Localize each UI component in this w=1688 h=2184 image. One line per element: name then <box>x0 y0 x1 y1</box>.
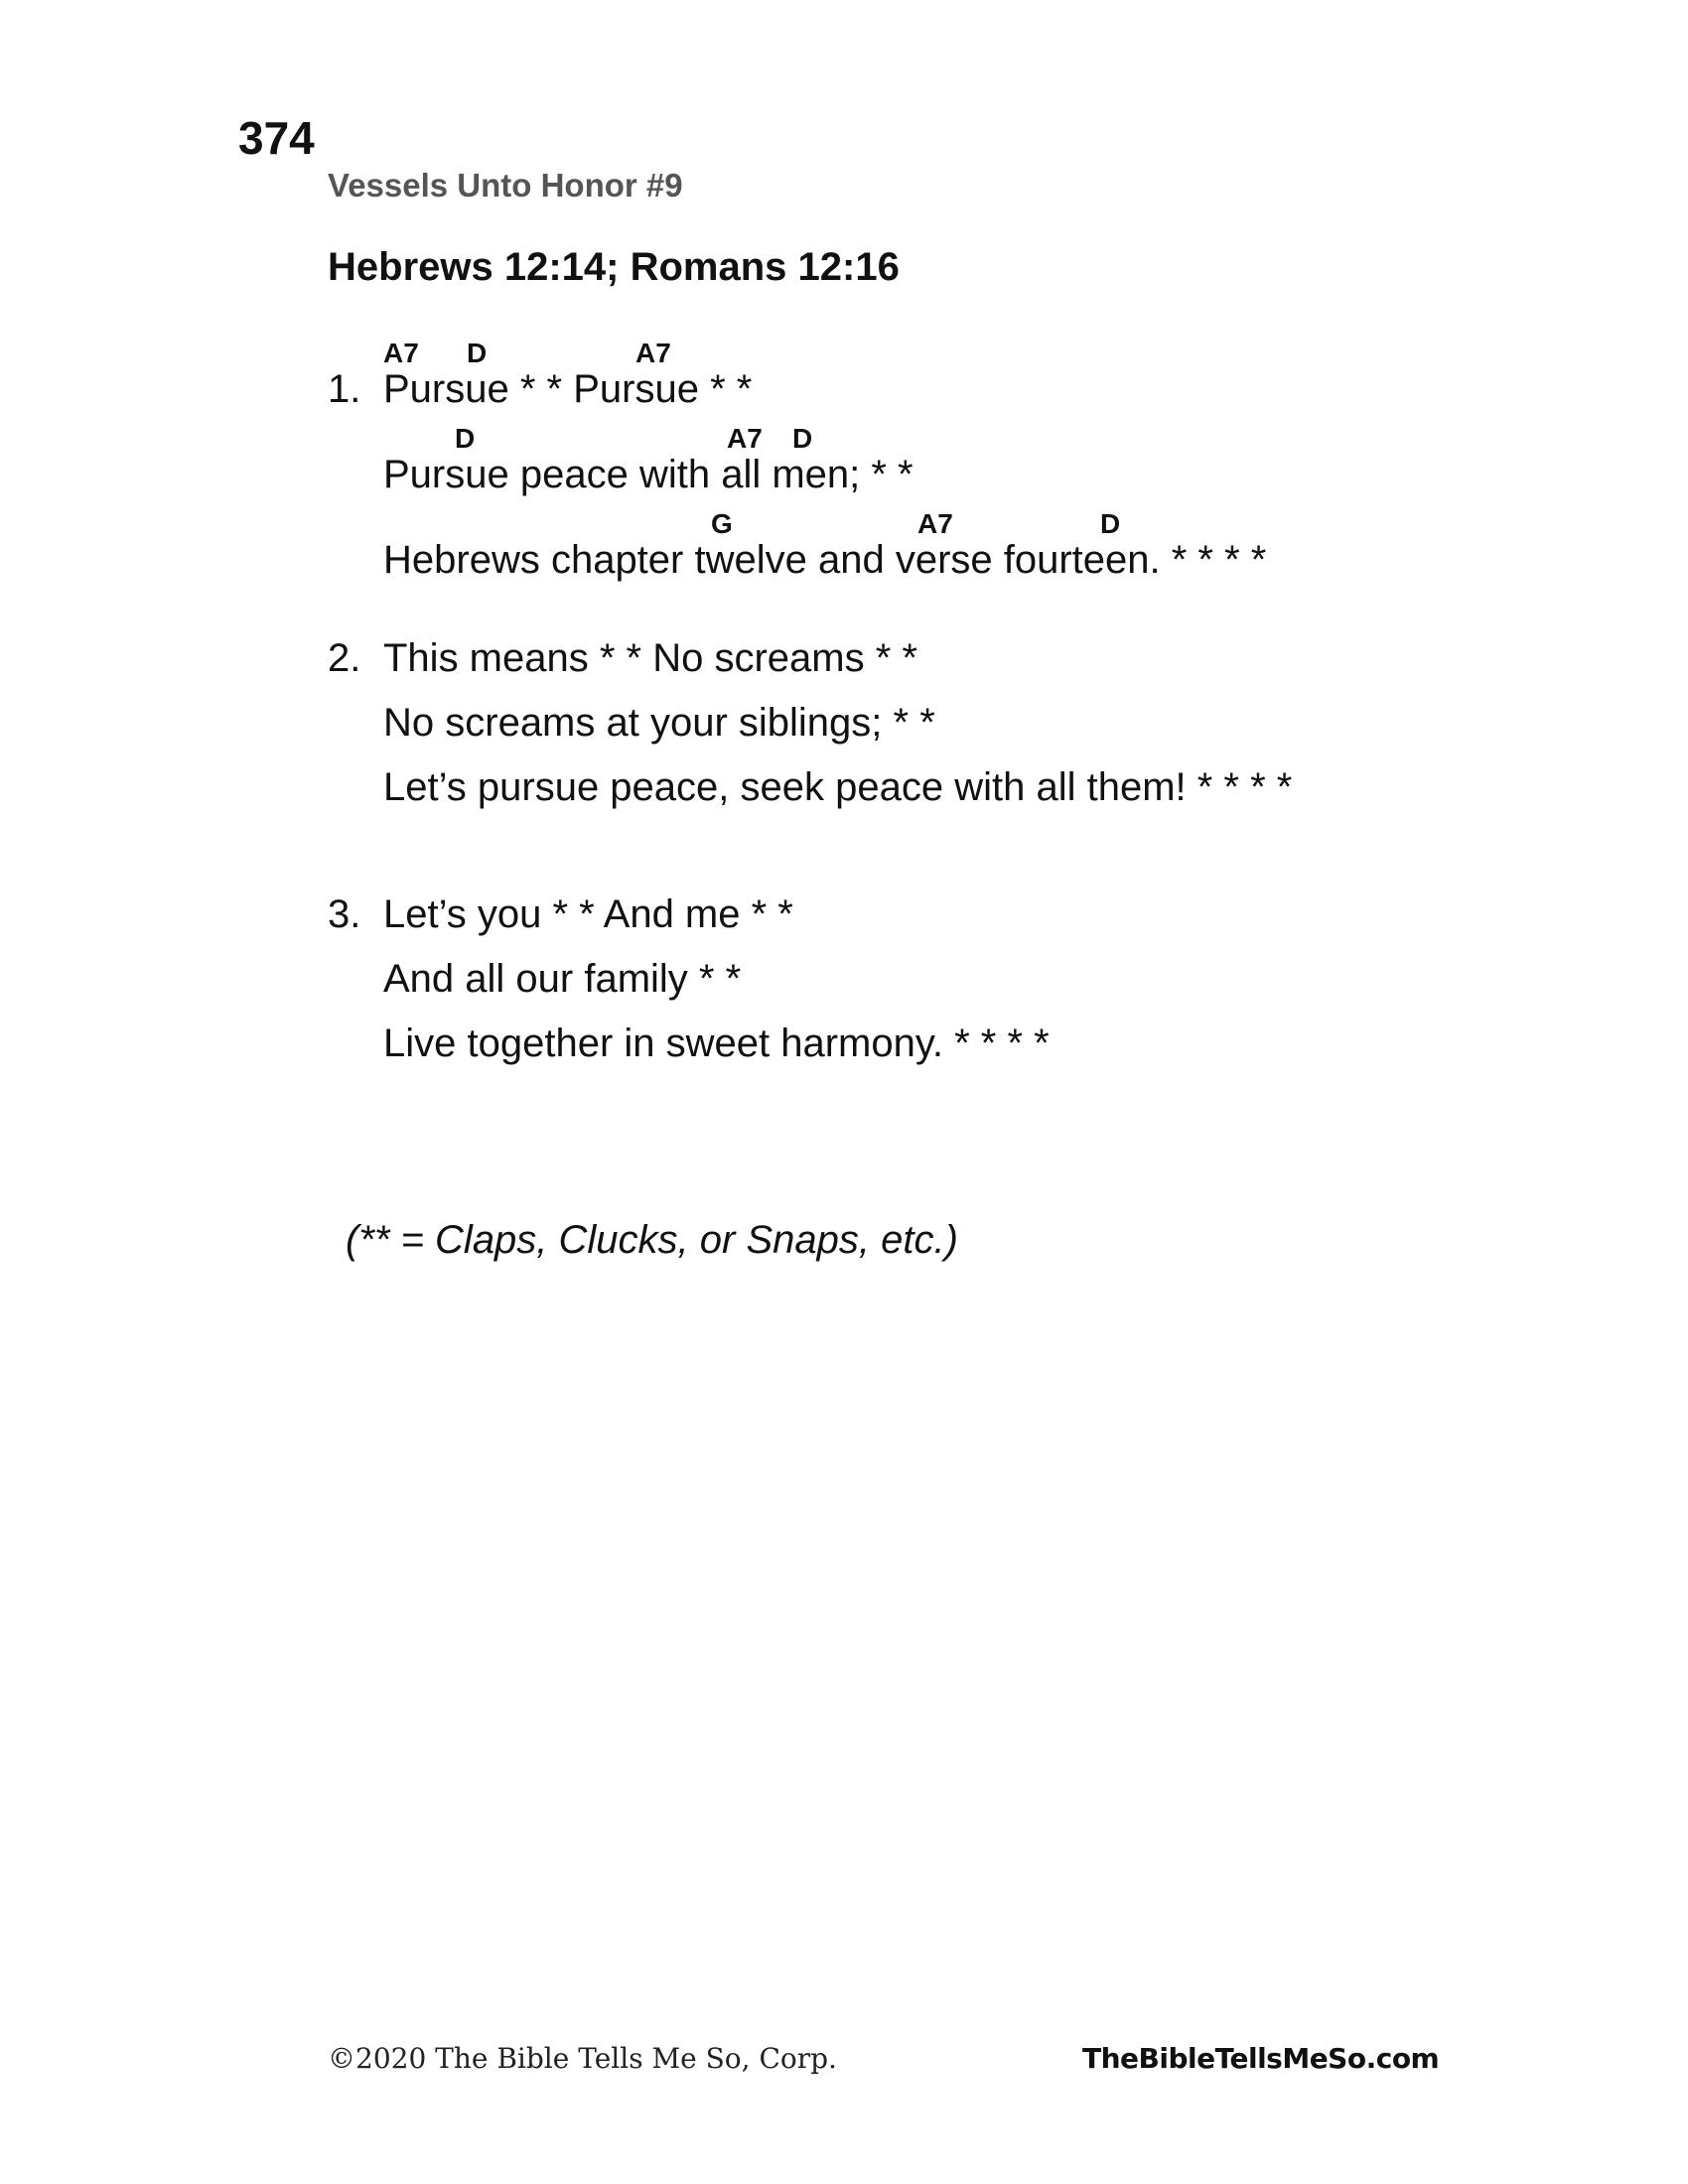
lyric-line: Let’s pursue peace, seek peace with all them! * * * * <box>383 765 1293 809</box>
website-footer: TheBibleTellsMeSo.com <box>1082 2042 1440 2075</box>
lyric-line: Let’s you * * And me * * <box>383 892 793 936</box>
chord-label: D <box>792 423 813 454</box>
page-number: 374 <box>238 112 315 164</box>
verse-number: 2. <box>328 636 361 680</box>
verse-number: 3. <box>328 892 361 936</box>
clap-note: (** = Claps, Clucks, or Snaps, etc.) <box>346 1218 958 1262</box>
lyric-line: Live together in sweet harmony. * * * * <box>383 1022 1050 1065</box>
lyric-line: Pursue * * Pursue * * <box>383 367 753 411</box>
lyric-line: No screams at your siblings; * * <box>383 701 935 745</box>
chord-label: A7 <box>917 508 953 539</box>
lyric-line: And all our family * * <box>383 957 742 1001</box>
verse-number: 1. <box>328 367 361 411</box>
chord-label: D <box>455 423 476 454</box>
series-title: Vessels Unto Honor #9 <box>328 167 683 204</box>
chord-label: A7 <box>635 338 671 368</box>
chord-label: A7 <box>727 423 763 454</box>
chord-label: A7 <box>383 338 419 368</box>
copyright-footer: ©2020 The Bible Tells Me So, Corp. <box>328 2042 837 2075</box>
lyric-line: Pursue peace with all men; * * <box>383 453 914 496</box>
lyric-line: This means * * No screams * * <box>383 636 917 680</box>
lyric-line: Hebrews chapter twelve and verse fourteen. * * * * <box>383 538 1267 582</box>
chord-label: D <box>467 338 488 368</box>
scripture-reference: Hebrews 12:14; Romans 12:16 <box>328 245 900 289</box>
chord-label: D <box>1100 508 1121 539</box>
chord-label: G <box>711 508 733 539</box>
